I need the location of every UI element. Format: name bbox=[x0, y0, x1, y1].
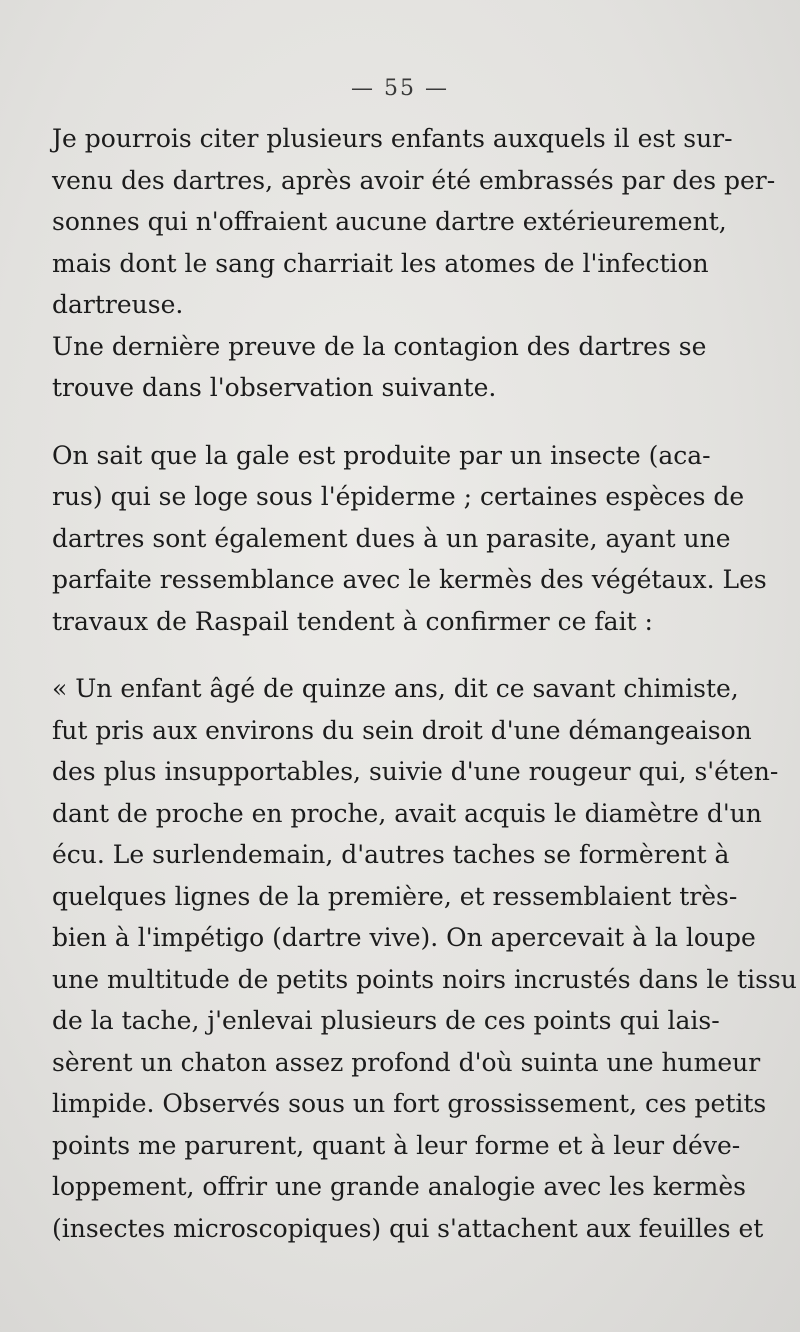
text-line: mais dont le sang charriait les atomes de l'infection bbox=[52, 248, 709, 278]
text-line: loppement, offrir une grande analogie avec les kermès bbox=[52, 1172, 746, 1201]
text-line: trouve dans l'observation suivante. bbox=[52, 373, 497, 402]
text-line: venu des dartres, après avoir été embrassés par des per- bbox=[52, 165, 776, 195]
text-line: sèrent un chaton assez profond d'où suinta une humeur bbox=[52, 1047, 761, 1077]
text-line: une multitude de petits points noirs incrustés dans le tissu bbox=[52, 964, 797, 994]
text-line: Je pourrois citer plusieurs enfants auxquels il est sur- bbox=[52, 124, 733, 153]
text-line: quelques lignes de la première, et ressemblaient très- bbox=[52, 881, 738, 911]
page-number: — 55 — bbox=[351, 76, 449, 101]
text-line: On sait que la gale est produite par un insecte (aca- bbox=[52, 440, 711, 470]
text-line: rus) qui se loge sous l'épiderme ; certaines espèces de bbox=[52, 482, 745, 511]
text-line: dartres sont également dues à un parasite, ayant une bbox=[52, 523, 731, 553]
text-line: bien à l'impétigo (dartre vive). On apercevait à la loupe bbox=[52, 923, 756, 952]
text-line: parfaite ressemblance avec le kermès des végétaux. Les bbox=[52, 565, 767, 594]
paragraph-2 bbox=[30, 326, 707, 409]
text-line: des plus insupportables, suivie d'une rougeur qui, s'éten- bbox=[52, 757, 779, 786]
text-line: écu. Le surlendemain, d'autres taches se formèrent à bbox=[52, 840, 730, 869]
text-line: limpide. Observés sous un fort grossissement, ces petits bbox=[52, 1089, 767, 1118]
text-line: (insectes microscopiques) qui s'attachent aux feuilles et bbox=[52, 1213, 764, 1243]
text-line: « Un enfant âgé de quinze ans, dit ce savant chimiste, bbox=[52, 674, 739, 703]
paragraph-4 bbox=[30, 668, 797, 1249]
text-line: points me parurent, quant à leur forme et à leur déve- bbox=[52, 1130, 741, 1160]
paragraph-1 bbox=[30, 118, 776, 326]
text-line: Une dernière preuve de la contagion des dartres se bbox=[52, 331, 707, 361]
text-line: de la tache, j'enlevai plusieurs de ces points qui lais- bbox=[52, 1006, 720, 1035]
text-line: fut pris aux environs du sein droit d'une démangeaison bbox=[52, 715, 752, 745]
text-line: dant de proche en proche, avait acquis le diamètre d'un bbox=[52, 798, 762, 828]
text-line: sonnes qui n'offraient aucune dartre extérieurement, bbox=[52, 207, 727, 236]
paragraph-3 bbox=[30, 435, 767, 643]
text-line: dartreuse. bbox=[52, 290, 184, 319]
body-text bbox=[30, 118, 797, 1249]
text-line: travaux de Raspail tendent à confirmer ce fait : bbox=[52, 606, 653, 636]
